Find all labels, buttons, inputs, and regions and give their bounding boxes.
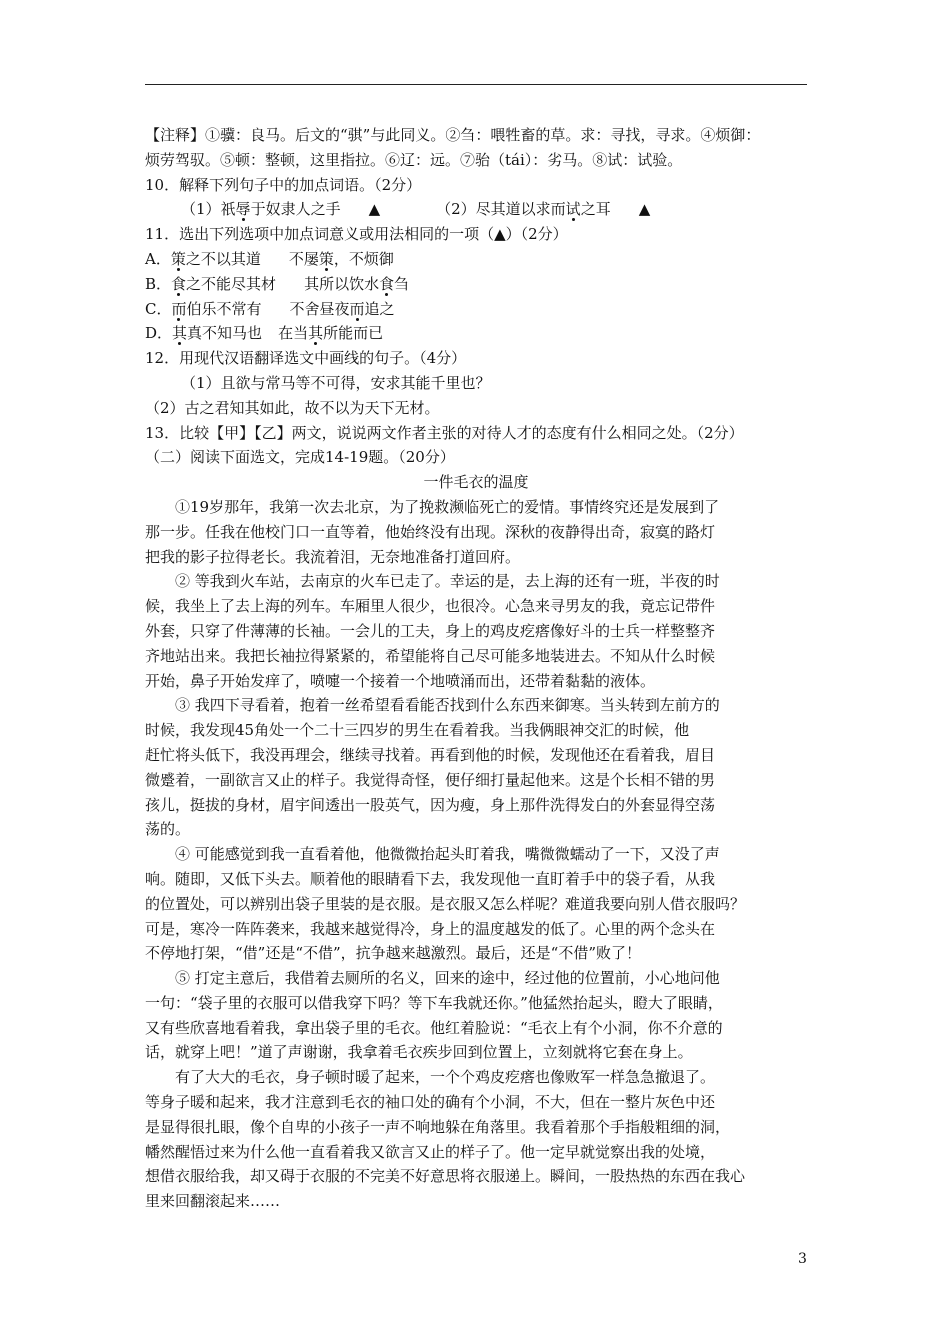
story-line: ② 等我到火车站，去南京的火车已走了。幸运的是，去上海的还有一班，半夜的时 (175, 572, 720, 591)
dotted-word: 试 (565, 200, 581, 219)
option-b: B．食之不能尽其材 其所以饮水食刍 (145, 274, 410, 293)
story-line: 齐地站出来。我把长袖拉得紧紧的，希望能将自己尽可能多地装进去。不知从什么时候 (145, 646, 716, 665)
question-12-title: 12．用现代汉语翻译选文中画线的句子。（4分） (145, 349, 467, 368)
dotted-word: 而 (171, 299, 187, 318)
story-line: ③ 我四下寻看着，抱着一丝希望看看能否找到什么东西来御寒。当头转到左前方的 (175, 696, 720, 715)
dotted-word: 策 (170, 249, 186, 268)
story-line: 等身子暖和起来，我才注意到毛衣的袖口处的确有个小洞，不大，但在一整片灰色中还 (145, 1093, 716, 1112)
story-line: ④ 可能感觉到我一直看着他，他微微抬起头盯着我，嘴微微蠕动了一下，又没了声 (175, 845, 720, 864)
story-line: 外套，只穿了件薄薄的长袖。一会儿的工夫，身上的鸡皮疙瘩像好斗的士兵一样整整齐 (145, 621, 716, 640)
story-line: 那一步。任我在他校门口一直等着，他始终没有出现。深秋的夜静得出奇，寂寞的路灯 (145, 522, 716, 541)
dotted-word: 食 (171, 274, 187, 293)
story-line: 时候，我发现45角处一个二十三四岁的男生在看着我。当我俩眼神交汇的时候，他 (145, 721, 690, 740)
story-line: ⑤ 打定主意后，我借着去厕所的名义，回来的途中，经过他的位置前，小心地问他 (175, 969, 720, 988)
story-line: 开始，鼻子开始发痒了，喷嚏一个接着一个地喷涌而出，还带着黏黏的液体。 (145, 671, 656, 690)
dotted-word: 食 (379, 274, 395, 293)
story-line: 一句：“袋子里的衣服可以借我穿下吗？等下车我就还你。”他猛然抬起头，瞪大了眼睛， (145, 993, 723, 1012)
question-11-title: 11．选出下列选项中加点词意义或用法相同的一项（▲）（2分） (145, 225, 568, 244)
dotted-word: 其 (308, 324, 324, 343)
option-d: D．其真不知马也 在当其所能而已 (145, 324, 384, 343)
question-13-title: 13．比较【甲】【乙】两文，说说两文作者主张的对待人才的态度有什么相同之处。（2分） (145, 423, 744, 442)
question-10-title: 10．解释下列句子中的加点词语。（2分） (145, 175, 422, 194)
story-line: 孩儿，挺拔的身材，眉宇间透出一股英气，因为瘦，身上那件洗得发白的外套显得空荡 (145, 795, 716, 814)
section-2-heading: （二）阅读下面选文，完成14-19题。（20分） (145, 448, 455, 467)
story-line: 把我的影子拉得老长。我流着泪，无奈地准备打道回府。 (145, 547, 521, 566)
answer-marker: ▲ (368, 200, 381, 219)
story-line: 的位置处，可以辨别出袋子里装的是衣服。是衣服又怎么样呢？难道我要向别人借衣服吗？ (145, 894, 746, 913)
story-line: 想借衣服给我，却又碍于衣服的不完美不好意思将衣服递上。瞬间，一股热热的东西在我心 (145, 1167, 746, 1186)
translate-sentence-1: （1）且欲与常马等不可得，安求其能千里也？ (181, 373, 491, 392)
story-line: 有了大大的毛衣，身子顿时暖了起来，一个个鸡皮疙瘩也像败军一样急急撤退了。 (175, 1068, 716, 1087)
page-number: 3 (798, 1251, 807, 1267)
option-c: C．而伯乐不常有 不舍昼夜而追之 (145, 299, 395, 318)
story-line: 又有些欣喜地看着我，拿出袋子里的毛衣。他红着脸说：“毛衣上有个小洞，你不介意的 (145, 1018, 723, 1037)
story-line: 响。随即，又低下头去。顺着他的眼睛看下去，我发现他一直盯着手中的袋子看，从我 (145, 869, 716, 888)
translate-sentence-2: （2）古之君知其如此，故不以为天下无材。 (145, 398, 440, 417)
dotted-word: 策 (318, 249, 334, 268)
dotted-word: 辱 (235, 200, 251, 219)
story-line: ①19岁那年，我第一次去北京，为了挽救濒临死亡的爱情。事情终究还是发展到了 (175, 497, 720, 516)
notes-line: 烦劳驾驭。⑤顿：整顿，这里指拉。⑥辽：远。⑦骀（tái）：劣马。⑧试：试验。 (145, 150, 683, 169)
story-line: 不停地打架，“借”还是“不借”，抗争越来越激烈。最后，还是“不借”败了！ (145, 944, 642, 963)
story-line: 候，我坐上了去上海的列车。车厢里人很少，也很冷。心急来寻男友的我，竟忘记带件 (145, 597, 716, 616)
question-10-items: （1）祇辱于奴隶人之手 ▲ （2）尽其道以求而试之耳 ▲ (181, 200, 651, 219)
dotted-word: 而 (349, 299, 365, 318)
story-line: 话，就穿上吧！”道了声谢谢，我拿着毛衣疾步回到位置上，立刻就将它套在身上。 (145, 1043, 693, 1062)
story-line: 微蹙着，一副欲言又止的样子。我觉得奇怪，便仔细打量起他来。这是个长相不错的男 (145, 770, 716, 789)
option-a: A．策之不以其道 不屡策，不烦御 (145, 249, 394, 268)
story-line: 里来回翻滚起来…… (145, 1192, 281, 1211)
notes-line: 【注释】①骥：良马。后文的“骐”与此同义。②刍：喂牲畜的草。求：寻找，寻求。④烦御： (145, 126, 761, 144)
story-line: 可是，寒冷一阵阵袭来，我越来越觉得冷，身上的温度越发的低了。心里的两个念头在 (145, 919, 716, 938)
page-content (145, 123, 825, 1214)
dotted-word: 其 (172, 324, 188, 343)
story-line: 赶忙将头低下，我没再理会，继续寻找着。再看到他的时候，发现他还在看着我，眉目 (145, 745, 716, 764)
header-rule (145, 84, 807, 85)
story-line: 幡然醒悟过来为什么他一直看着我又欲言又止的样子了。他一定早就觉察出我的处境， (145, 1142, 716, 1161)
story-title: 一件毛衣的温度 (423, 473, 529, 492)
story-line: 荡的。 (145, 820, 191, 839)
answer-marker: ▲ (638, 200, 651, 219)
story-line: 是显得很扎眼，像个自卑的小孩子一声不响地躲在角落里。我看着那个手指般粗细的洞， (145, 1117, 731, 1136)
